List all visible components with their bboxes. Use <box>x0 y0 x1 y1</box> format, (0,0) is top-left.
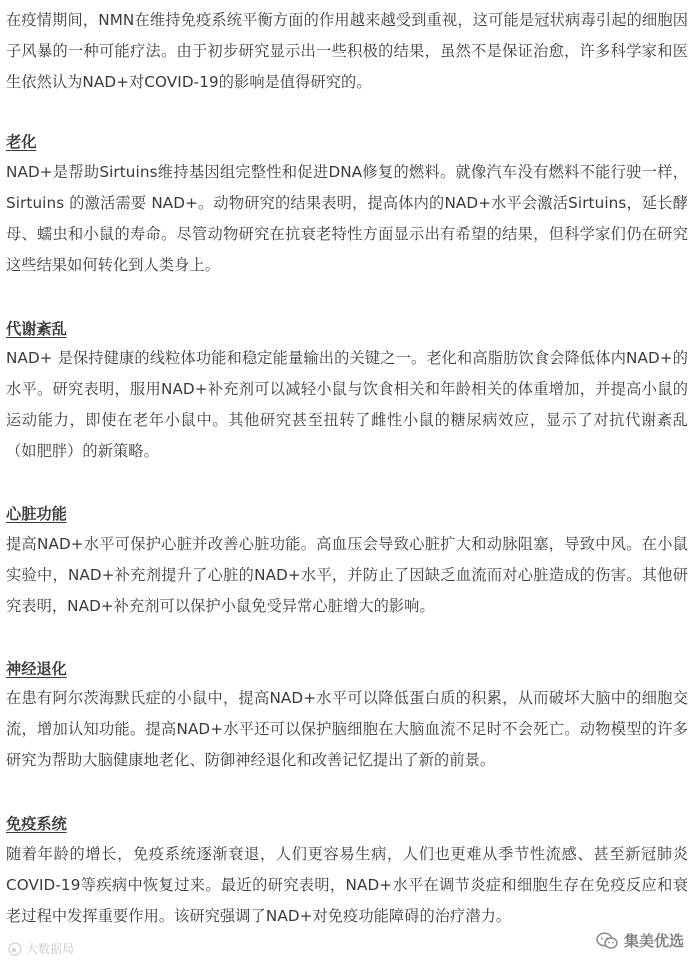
section-body-metabolic: NAD+ 是保持健康的线粒体功能和稳定能量输出的关键之一。老化和高脂肪饮食会降低体内NAD+的水平。研究表明，服用NAD+补充剂可以减轻小鼠与饮食相关和年龄相关的体重增加，并提高小鼠的运动能力，即使在老年小鼠中。其他研究甚至扭转了雌性小鼠的糖尿病效应，显示了对抗代谢紊乱（如肥胖）的新策略。 <box>6 349 688 460</box>
section-heading-neuro: 神经退化 <box>6 660 67 678</box>
weibo-logo-icon <box>8 942 22 956</box>
section-body-immune: 随着年龄的增长，免疫系统逐渐衰退，人们更容易生病，人们也更难从季节性流感、甚至新冠肺炎COVID-19等疾病中恢复过来。最近的研究表明，NAD+水平在调节炎症和细胞生存在免疫反应和衰老过程中发挥重要作用。该研究强调了NAD+对免疫功能障碍的治疗潜力。 <box>6 845 688 925</box>
section-body-neuro: 在患有阿尔茨海默氏症的小鼠中，提高NAD+水平可以降低蛋白质的积累，从而破坏大脑中的细胞交流，增加认知功能。提高NAD+水平还可以保护脑细胞在大脑血流不足时不会死亡。动物模型的许多研究为帮助大脑健康地老化、防御神经退化和改善记忆提出了新的前景。 <box>6 689 688 769</box>
intro-paragraph: 在疫情期间，NMN在维持免疫系统平衡方面的作用越来越受到重视，这可能是冠状病毒引起的细胞因子风暴的一种可能疗法。由于初步研究显示出一些积极的结果，虽然不是保证治愈，许多科学家和医生依然认为NAD+对COVID-19的影响是值得研究的。 <box>6 11 688 91</box>
section-heading-immune: 免疫系统 <box>6 815 67 833</box>
watermark-right <box>596 930 684 951</box>
watermark-left <box>8 940 74 957</box>
section-heading-metabolic: 代谢紊乱 <box>6 320 67 338</box>
section-heading-heart: 心脏功能 <box>6 505 67 523</box>
section-body-heart: 提高NAD+水平可保护心脏并改善心脏功能。高血压会导致心脏扩大和动脉阻塞，导致中风。在小鼠实验中，NAD+补充剂提升了心脏的NAD+水平，并防止了因缺乏血流而对心脏造成的伤害。其他研究表明，NAD+补充剂可以保护小鼠免受异常心脏增大的影响。 <box>6 535 688 615</box>
section-body-aging: NAD+是帮助Sirtuins维持基因组完整性和促进DNA修复的燃料。就像汽车没有燃料不能行驶一样，Sirtuins 的激活需要 NAD+。动物研究的结果表明，提高体内的NAD+水平会激活Sirtuins，延长酵母、蠕虫和小鼠的寿命。尽管动物研究在抗衰老特性方面显示出有希望的结果，但科学家们仍在研究这些结果如何转化到人类身上。 <box>6 163 688 274</box>
watermark-right-text: 集美优选 <box>623 932 684 950</box>
section-heading-aging: 老化 <box>6 133 37 151</box>
wechat-logo-icon <box>596 932 618 950</box>
watermark-left-text: 大数据局 <box>26 942 75 956</box>
